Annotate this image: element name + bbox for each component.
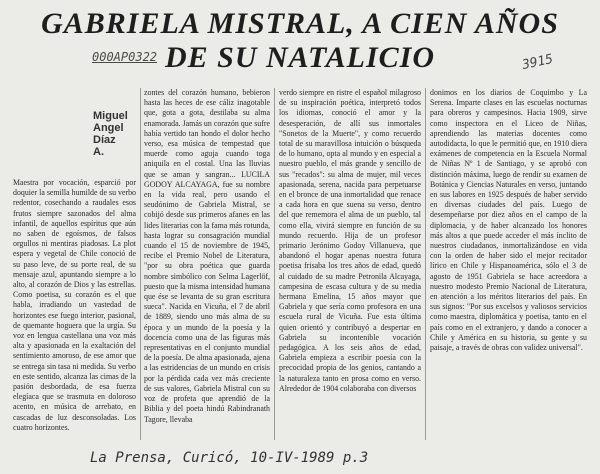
column-divider — [425, 88, 426, 440]
headline-line-1: GABRIELA MISTRAL, A CIEN AÑOS — [41, 7, 559, 40]
handwritten-source-note: La Prensa, Curicó, 10-IV-1989 p.3 — [90, 450, 369, 466]
column-3-text: verdo siempre en ristre el español milagroso de su inspiración poética, interpretó todos los idiomas, conoció el amor y la desesperación, de allí sus inmortales "Sonetos de la Muerte", y como recuerdo total de su maravillosa intuición o búsqueda de lo humano, opta al mundo y en especial a nuestro pueblo, el más grande y sencillo de sus "recados": su alma de mujer, mil veces apasionada, serena, nacida para perpetuarse en el bronce de una inmortalidad que renace a cada hora en que suena su verso, dentro del que rememora el alma de un pueblo, tal como ella, vivirá siempre en función de su mundo recuerdo. Hija de un profesor primario Jerónimo Godoy Villanueva, que abandonó el hogar apenas nuestra futura poetisa frisaba los tres años de edad, quedó al cuidado de su madre Petronila Alcayaga, campesina de escasa cultura y de su media hermana Emelina, 15 años mayor que Gabriela y que sería como profesora en una escuela rural de Vicuña. Fue esta última quien orientó y contribuyó a despertar en Gabriela su incontenible vocación pedagógica. A los seis años de edad, Gabriela empieza a escribir poesía con la precocidad propia de los genios, cantando a la naturaleza tanto en prosa como en verso. Alrededor de 1904 colaboraba con diversos — [279, 88, 421, 393]
headline-line-2: DE SU NATALICIO — [164, 41, 436, 74]
author-line-1: Miguel — [93, 110, 128, 122]
article-column-4 — [430, 88, 587, 440]
article-column-1 — [13, 178, 136, 440]
article-column-3 — [279, 88, 421, 440]
column-2-text: zontes del corazón humano, bebieron hasta las heces de ese cáliz inagotable que, gota a gota, destilaba su alma enamorada. Jamás un corazón que sufre había vertido tan hondo el dolor hecho verso, esa música de tempestad que muerde como aguja cuando toga aniquila en el costal. Una las lluvias que se aman y sangran... LUCILA GODOY ALCAYAGA, fue su nombre en la vida real, pero usando el seudónimo de Gabriela Mistral, se cobijó desde sus primeros afanes en las lides literarias con la fama más rotunda, hasta lograr su consagración mundial cuando el 15 de noviembre de 1945, recibe el Premio Nobel de Literatura, "por su obra poética que guarda nombre simbólico con Selma Lagerlöf, puesto que la misma intensidad humana que ése se levanta de su gran escritura sueca". Nacida en Vicuña, el 7 de abril de 1889, siendo uno más alma de su época y un mundo de la poesía y la docencia como una de las figuras más representativas en el conjunto mundial de la poesía. De alma apasionada, ajena a las estridencias de un mundo en crisis por la pérdida cada vez más creciente de sus valores, Gabriela Mistral con su voz de profeta que aprendió de la Biblia y del poeta hindú Rabindranath Tagore, llevaba — [144, 88, 270, 424]
author-line-2: Angel — [93, 122, 124, 134]
handwritten-reference-code: 000AP0322 — [92, 50, 158, 64]
column-4-text: donimos en los diarios de Coquimbo y La Serena. Imparte clases en las escuelas nocturnas para obreros y campesinos. Hacia 1909, sirve como inspectora en el Liceo de Niñas, aprendiendo las materias docentes como autodidacta, lo que le permitió que, en 1910 diera exámenes de competencia en la Escuela Normal de Niñas Nº 1 de Santiago, y se aprobó con distinción máxima, luego de rendir su examen de Botánica y Ciencias Naturales en verso, juntando en sus labores en 1925 después de haber servido en diversas ciudades del país. Luego de desempeñarse por diez años en el campo de la diplomacia, y de haber alcanzado los honores más altos a que puede acceder el más ínclito de nuestros ciudadanos, inmortalizándose en vida con la orden de haber sido el mejor recitador lírico en Chile y Hispanoamérica, sólo el 3 de agosto de 1951 Gabriela se hace acreedora a nuestro modesto Premio Nacional de Literatura, en atención a los méritos literarios del país. En sus signos: "Por sus excelsos y valiosos servicios como maestra, diplomática y poetisa, tanto en el país como en el extranjero, y dando a conocer a Chile y América en su historia, su gente y su paisaje, a través de obras con validez universal". — [430, 88, 587, 353]
author-byline — [93, 110, 128, 158]
column-divider — [140, 88, 141, 440]
author-line-4: A. — [93, 146, 104, 158]
column-divider — [274, 88, 275, 440]
handwritten-clip-number: 3915 — [520, 51, 555, 74]
column-1-text: Maestra por vocación, esparció por doquier la semilla humilde de su verbo redentor, cosechando a raudales esos frutos siempre sazonados del alma infantil, de aquellos espíritus que aún no saben de egoísmos, de falsos orgullos ni mentiras piadosas. La plot espera y vegetal de Chile conoció de su paso leve, de su porte real, de su mensaje azul, apuntando siempre a lo alto, al corazón de Dios y las estrellas. Como poetisa, su corazón es el que habla, irradiando un vastedad de horizontes ese fuego interior, pasional, de quemante hoguera que la urgía. Su voz en lengua castellana una voz más alta y apasionada en la exaltación del sentimiento amoroso, de ese amor que se entrega sin tasa ni medida. Su verbo en este sentido, alcanza las cimas de la pasión desbordada, de esa fuerza elegíaca que se trasmuta en doloroso acento, en música de arrebato, en cascadas de luz desconsoladas. Los cuatro horizontes. — [13, 178, 136, 432]
author-line-3: Díaz — [93, 134, 116, 146]
article-column-2 — [144, 88, 270, 440]
